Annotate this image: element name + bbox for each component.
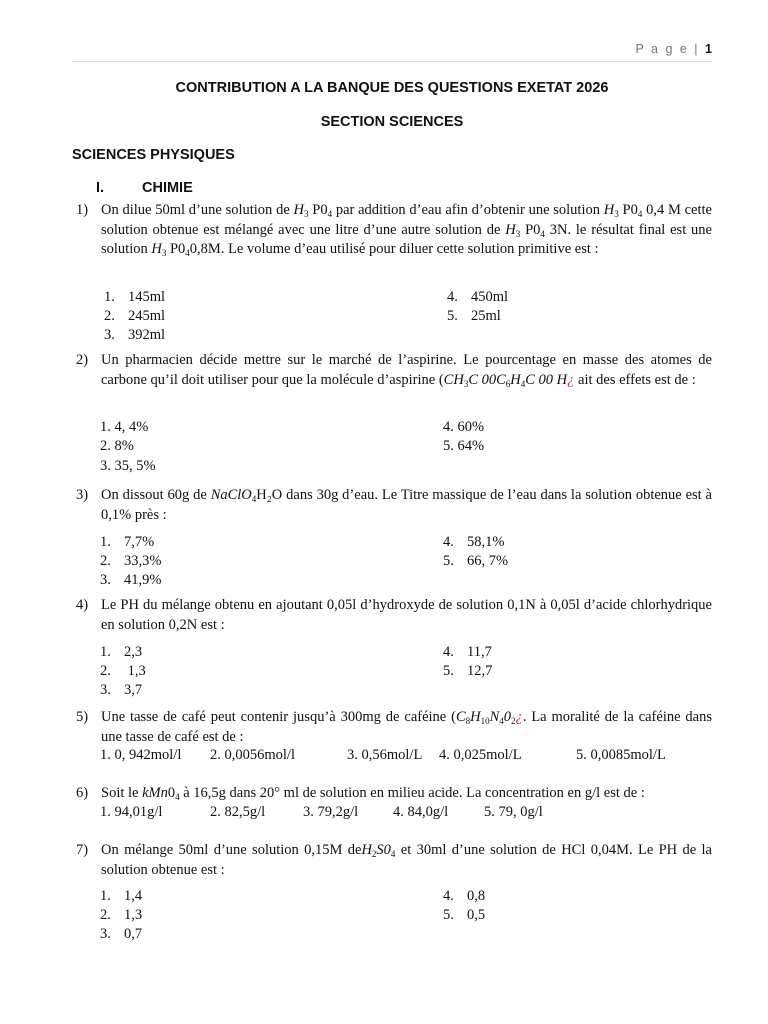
answer-option[interactable]: 5. 66, 7%	[443, 553, 509, 569]
question-text: Un pharmacien décide mettre sur le marché de l’aspirine. Le pourcentage en masse des atomes de carbone qu’il doit utiliser pour que la molécule d’aspirine ($CH_3C$ $00C_6H_4C$ 00 H¿ ait des effets est de :	[101, 352, 712, 389]
header-divider	[72, 61, 712, 62]
answer-option[interactable]: 2. 1,3	[100, 663, 146, 679]
answer-option[interactable]: 4. 0,025mol/L	[439, 747, 522, 763]
chapter-title: CHIMIE	[142, 180, 193, 196]
answer-option[interactable]: 1. 7,7%	[100, 534, 155, 550]
question-number: 7)	[76, 842, 89, 858]
answer-option[interactable]: 3. 35, 5%	[100, 458, 156, 474]
answer-option[interactable]: 2. 33,3%	[100, 553, 162, 569]
answer-option[interactable]: 1. 1,4	[100, 888, 143, 904]
answer-option[interactable]: 1. 145ml	[104, 289, 166, 305]
answer-option[interactable]: 1. 0, 942mol/l	[100, 747, 182, 763]
answer-option[interactable]: 4. 11,7	[443, 644, 492, 660]
answer-option[interactable]: 3. 3,7	[100, 682, 143, 698]
question-4	[72, 596, 712, 635]
question-text: Le PH du mélange obtenu en ajoutant 0,05l d’hydroxyde de solution 0,1N à 0,05l d’acide chlorhydrique en solution 0,2N est :	[101, 597, 712, 633]
answer-option[interactable]: 2. 8%	[100, 438, 134, 454]
page-label: P a g e |	[635, 42, 700, 56]
answer-option[interactable]: 2. 1,3	[100, 907, 143, 923]
question-number: 3)	[76, 487, 89, 503]
answer-option[interactable]: 1. 4, 4%	[100, 419, 149, 435]
question-text: On dissout 60g de NaClO$_4$H₂O dans 30g d’eau. Le Titre massique de l’eau dans la solution obtenue est à 0,1% près :	[101, 487, 712, 523]
question-number: 6)	[76, 785, 89, 801]
question-text: Une tasse de café peut contenir jusqu’à 300mg de caféine ($C_8H_{10}N_40_2¿$. La moralité de la caféine dans une tasse de café est de :	[101, 709, 713, 745]
chapter-heading	[96, 180, 193, 196]
question-number: 4)	[76, 597, 89, 613]
answer-option[interactable]: 1. 2,3	[100, 644, 143, 660]
question-number: 2)	[76, 352, 89, 368]
answer-option[interactable]: 4. 84,0g/l	[393, 804, 449, 820]
question-1	[72, 201, 712, 260]
answer-option[interactable]: 3. 41,9%	[100, 572, 162, 588]
answer-option[interactable]: 2. 0,0056mol/l	[210, 747, 295, 763]
answer-option[interactable]: 5. 79, 0g/l	[484, 804, 543, 820]
answer-option[interactable]: 3. 0,56mol/L	[347, 747, 423, 763]
chapter-number: I.	[96, 180, 105, 196]
answer-option[interactable]: 3. 79,2g/l	[303, 804, 359, 820]
question-5	[72, 708, 712, 747]
answer-option[interactable]: 5. 0,0085mol/L	[576, 747, 666, 763]
question-3	[72, 486, 712, 525]
question-number: 5)	[76, 709, 89, 725]
question-number: 1)	[76, 202, 89, 218]
document-title: CONTRIBUTION A LA BANQUE DES QUESTIONS EXETAT 2026	[175, 80, 609, 96]
answer-option[interactable]: 5. 0,5	[443, 907, 486, 923]
question-text: On dilue 50ml d’une solution de $H_3$ $P0_4$ par addition d’eau afin d’obtenir une solution $H_3$ $P0_4$ 0,4 M cette solution obtenue est mélangé avec une litre d’une autre solution de $H_3$ $P0_4$ 3N. le résultat final est une solution $H_3$ $P0_40,8M$. Le volume d’eau utilisé pour diluer cette solution primitive est :	[101, 202, 712, 258]
section-title: SECTION SCIENCES	[320, 114, 464, 130]
answer-option[interactable]: 2. 245ml	[104, 308, 166, 324]
answer-option[interactable]: 3. 392ml	[104, 327, 166, 343]
question-2	[72, 351, 712, 390]
answer-option[interactable]: 5. 25ml	[447, 308, 501, 324]
page-number: 1	[705, 42, 712, 56]
answer-option[interactable]: 3. 0,7	[100, 926, 143, 942]
question-text: Soit le $kMn0_4$ à 16,5g dans 20° ml de solution en milieu acide. La concentration en g/l est de :	[101, 785, 645, 802]
page-header	[635, 42, 712, 56]
question-text: On mélange 50ml d’une solution 0,15M $deH_2S0_4$ et 30ml d’une solution de HCl 0,04M. Le PH de la solution obtenue est :	[101, 842, 712, 878]
answer-option[interactable]: 4. 450ml	[447, 289, 509, 305]
question-6	[72, 784, 712, 804]
question-7	[72, 841, 712, 880]
answer-option[interactable]: 4. 0,8	[443, 888, 486, 904]
answer-option[interactable]: 4. 58,1%	[443, 534, 505, 550]
answer-option[interactable]: 2. 82,5g/l	[210, 804, 266, 820]
answer-option[interactable]: 5. 64%	[443, 438, 485, 454]
answer-option[interactable]: 5. 12,7	[443, 663, 493, 679]
subject-heading: SCIENCES PHYSIQUES	[72, 147, 235, 163]
answer-option[interactable]: 4. 60%	[443, 419, 485, 435]
answer-option[interactable]: 1. 94,01g/l	[100, 804, 163, 820]
